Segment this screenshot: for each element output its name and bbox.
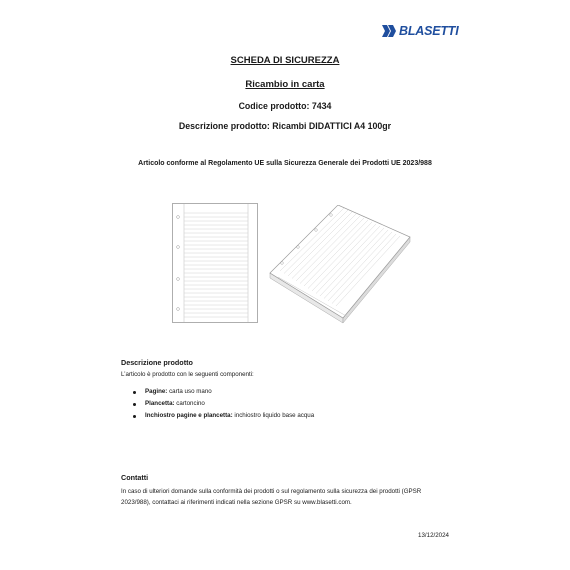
contacts-text: In caso di ulteriori domande sulla conformità dei prodotti o sul regolamento sulla sicurezza dei prodotti (GPSR 2023/988), contattaci ai riferimenti indicati nella sezione GPSR su www.blasetti.com. [121, 488, 422, 506]
product-description-header: Descrizione prodotto: Ricambi DIDATTICI A4 100gr [178, 121, 392, 131]
description-intro: L’articolo è prodotto con le seguenti componenti: [121, 371, 254, 378]
list-item [121, 410, 314, 422]
component-value: cartoncino [174, 400, 205, 407]
list-item [121, 386, 314, 398]
document-subtitle: Ricambio in carta [245, 79, 325, 90]
document-date: 13/12/2024 [418, 532, 449, 539]
ruled-sheet-front-image [172, 203, 258, 323]
components-list [121, 386, 314, 422]
component-label: Inchiostro pagine e plancetta: [145, 412, 233, 419]
component-value: carta uso mano [167, 388, 212, 395]
component-value: inchiostro liquido base acqua [232, 412, 315, 419]
logo-mark-icon [382, 24, 400, 38]
description-section-title: Descrizione prodotto [121, 358, 193, 367]
document-title: SCHEDA DI SICUREZZA [230, 55, 340, 66]
blasetti-logo [382, 23, 459, 39]
regulation-statement: Articolo conforme al Regolamento UE sulla Sicurezza Generale dei Prodotti UE 2023/988 [138, 160, 432, 167]
bullet-icon [133, 391, 136, 394]
bullet-icon [133, 403, 136, 406]
product-code: Codice prodotto: 7434 [238, 101, 332, 111]
paper-stack-perspective-image [268, 205, 413, 325]
component-label: Pagine: [145, 388, 168, 395]
contacts-section-title: Contatti [121, 473, 149, 482]
list-item [121, 398, 314, 410]
bullet-icon [133, 415, 136, 418]
component-label: Plancetta: [145, 400, 175, 407]
logo-text: BLASETTI [399, 24, 459, 38]
